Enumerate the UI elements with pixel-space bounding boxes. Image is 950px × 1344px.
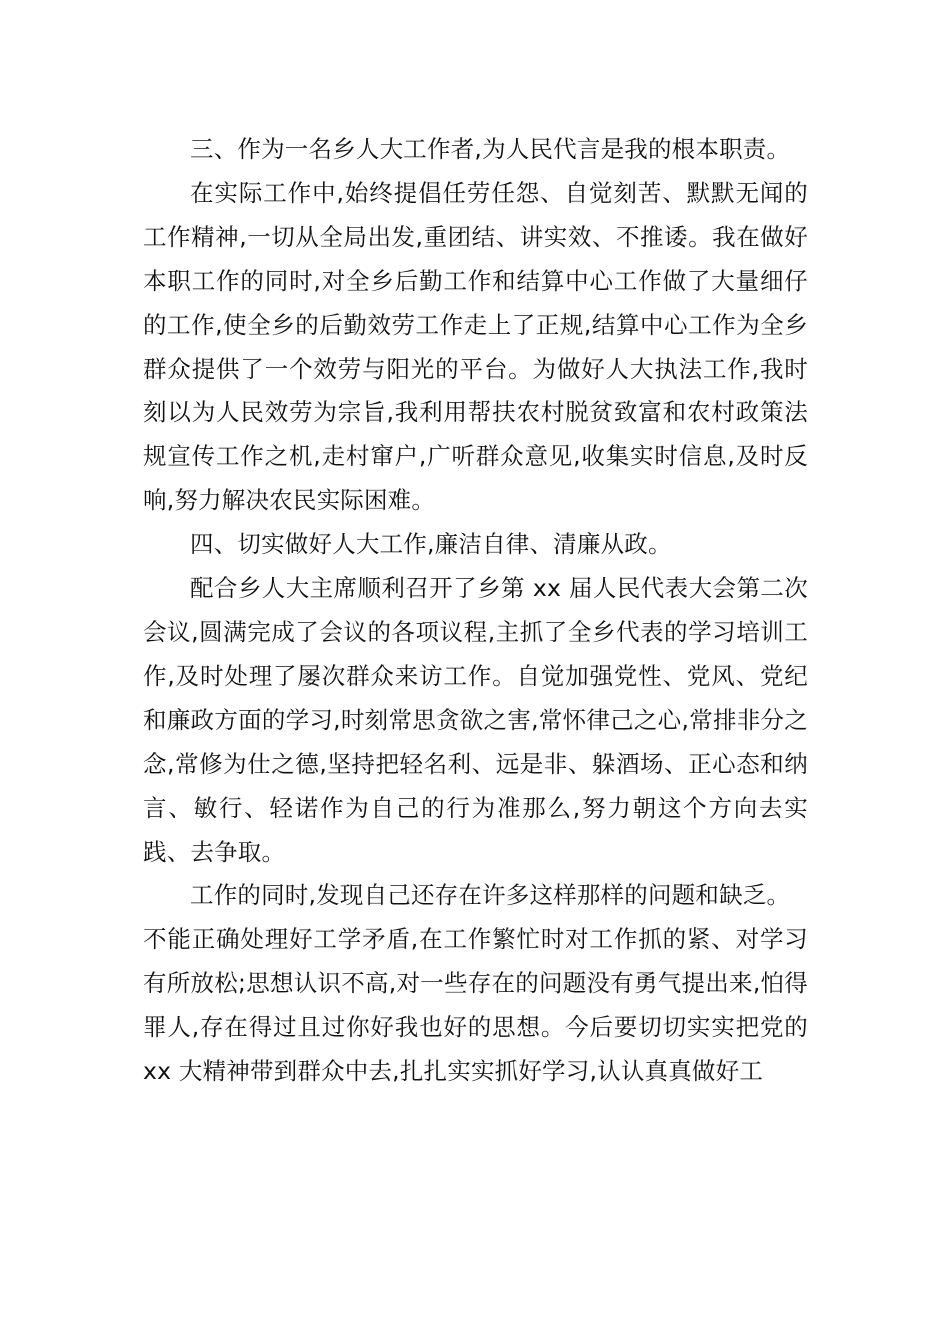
body-paragraph: 工作的同时,发现自己还存在许多这样那样的问题和缺乏。 bbox=[190, 881, 791, 910]
section-heading-3: 三、作为一名乡人大工作者,为人民代言是我的根本职责。 bbox=[190, 135, 791, 163]
body-paragraph: 配合乡人大主席顺利召开了乡第 xx 届人民代表大会第二次会议,圆满完成了会议的各项议程,主抓了全乡代表的学习培训工作,及时处理了屡次群众来访工作。自觉加强党性、党风、党纪和廉政方面的学习,时刻常思贪欲之害,常怀律己之心,常排非分之念,常修为仕之德,坚持把轻名利、远是非、躲酒场、正心态和纳言、敏行、轻诺作为自己的行为准那么,努力朝这个方向去实践、去争取。 bbox=[143, 574, 808, 866]
body-paragraph-continued: 不能正确处理好工学矛盾,在工作繁忙时对工作抓的紧、对学习有所放松;思想认识不高,对一些存在的问题没有勇气提出来,怕得罪人,存在得过且过你好我也好的思想。今后要切切实实把党的 xx 大精神带到群众中去,扎扎实实抓好学习,认认真真做好工 bbox=[143, 925, 808, 1086]
section-heading-4: 四、切实做好人大工作,廉洁自律、清廉从政。 bbox=[190, 530, 672, 559]
body-paragraph: 在实际工作中,始终提倡任劳任怨、自觉刻苦、默默无闻的工作精神,一切从全局出发,重团结、讲实效、不推诿。我在做好本职工作的同时,对全乡后勤工作和结算中心工作做了大量细仔的工作,使全乡的后勤效劳工作走上了正规,结算中心工作为全乡群众提供了一个效劳与阳光的平台。为做好人大执法工作,我时刻以为人民效劳为宗旨,我利用帮扶农村脱贫致富和农村政策法规宣传工作之机,走村窜户,广听群众意见,收集实时信息,及时反响,努力解决农民实际困难。 bbox=[143, 178, 808, 515]
document-page bbox=[143, 128, 808, 1094]
